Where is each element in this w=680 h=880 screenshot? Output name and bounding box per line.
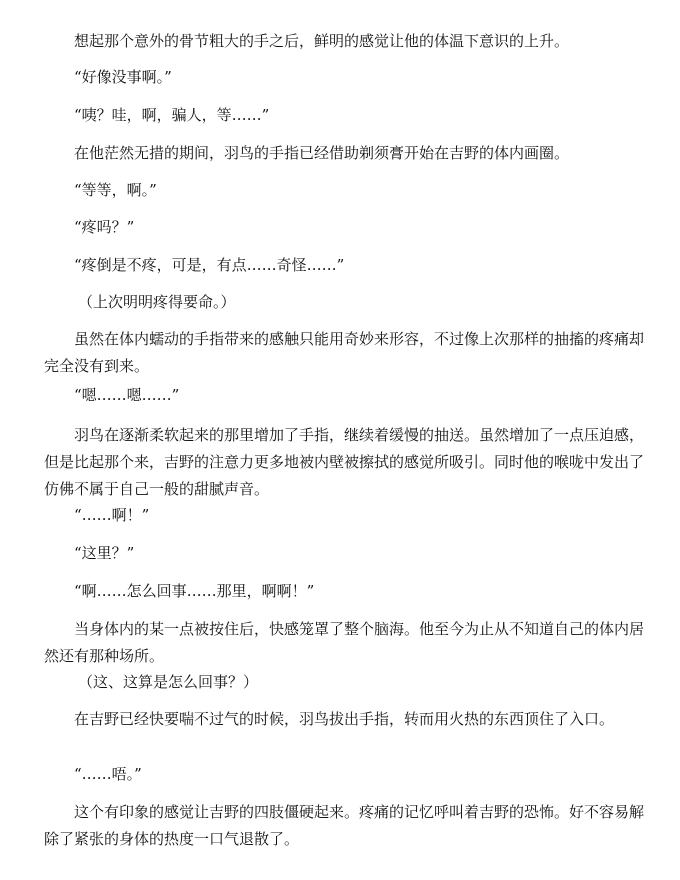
paragraph-6: “疼吗？” [74, 218, 135, 236]
paragraph-15: 当身体内的某一点被按住后，快感笼罩了整个脑海。他至今为止从不知道自己的体内居然还有那种场所。 [44, 620, 645, 665]
paragraph-14: “啊……怎么回事……那里，啊啊！” [74, 582, 315, 600]
paragraph-9: 虽然在体内蠕动的手指带来的感触只能用奇妙来形容，不过像上次那样的抽搐的疼痛却完全没有到来。 [44, 330, 645, 375]
paragraph-7: “疼倒是不疼，可是，有点……奇怪……” [74, 256, 345, 274]
paragraph-11: 羽鸟在逐渐柔软起来的那里增加了手指，继续着缓慢的抽送。虽然增加了一点压迫感，但是比起那个来，吉野的注意力更多地被内壁被擦拭的感觉所吸引。同时他的喉咙中发出了仿佛不属于自己一般的甜腻声音。 [44, 426, 645, 498]
paragraph-12: “……啊！” [74, 506, 150, 524]
paragraph-1: 想起那个意外的骨节粗大的手之后，鲜明的感觉让他的体温下意识的上升。 [74, 32, 570, 50]
paragraph-5: “等等，啊。” [74, 181, 157, 199]
paragraph-17: 在吉野已经快要喘不过气的时候，羽鸟拔出手指，转而用火热的东西顶住了入口。 [74, 710, 615, 728]
paragraph-16: （这、这算是怎么回事？） [78, 673, 259, 691]
paragraph-13: “这里？” [74, 544, 135, 562]
paragraph-18: “……唔。” [74, 765, 142, 783]
paragraph-3: “咦？哇，啊，骗人，等……” [74, 106, 270, 124]
paragraph-2: “好像没事啊。” [74, 68, 172, 86]
paragraph-8: （上次明明疼得要命。） [78, 293, 236, 311]
paragraph-10: “嗯……嗯……” [74, 386, 180, 404]
paragraph-4: 在他茫然无措的期间，羽鸟的手指已经借助剃须膏开始在吉野的体内画圈。 [74, 144, 570, 162]
paragraph-19: 这个有印象的感觉让吉野的四肢僵硬起来。疼痛的记忆呼叫着吉野的恐怖。好不容易解除了紧张的身体的热度一口气退散了。 [44, 803, 645, 848]
